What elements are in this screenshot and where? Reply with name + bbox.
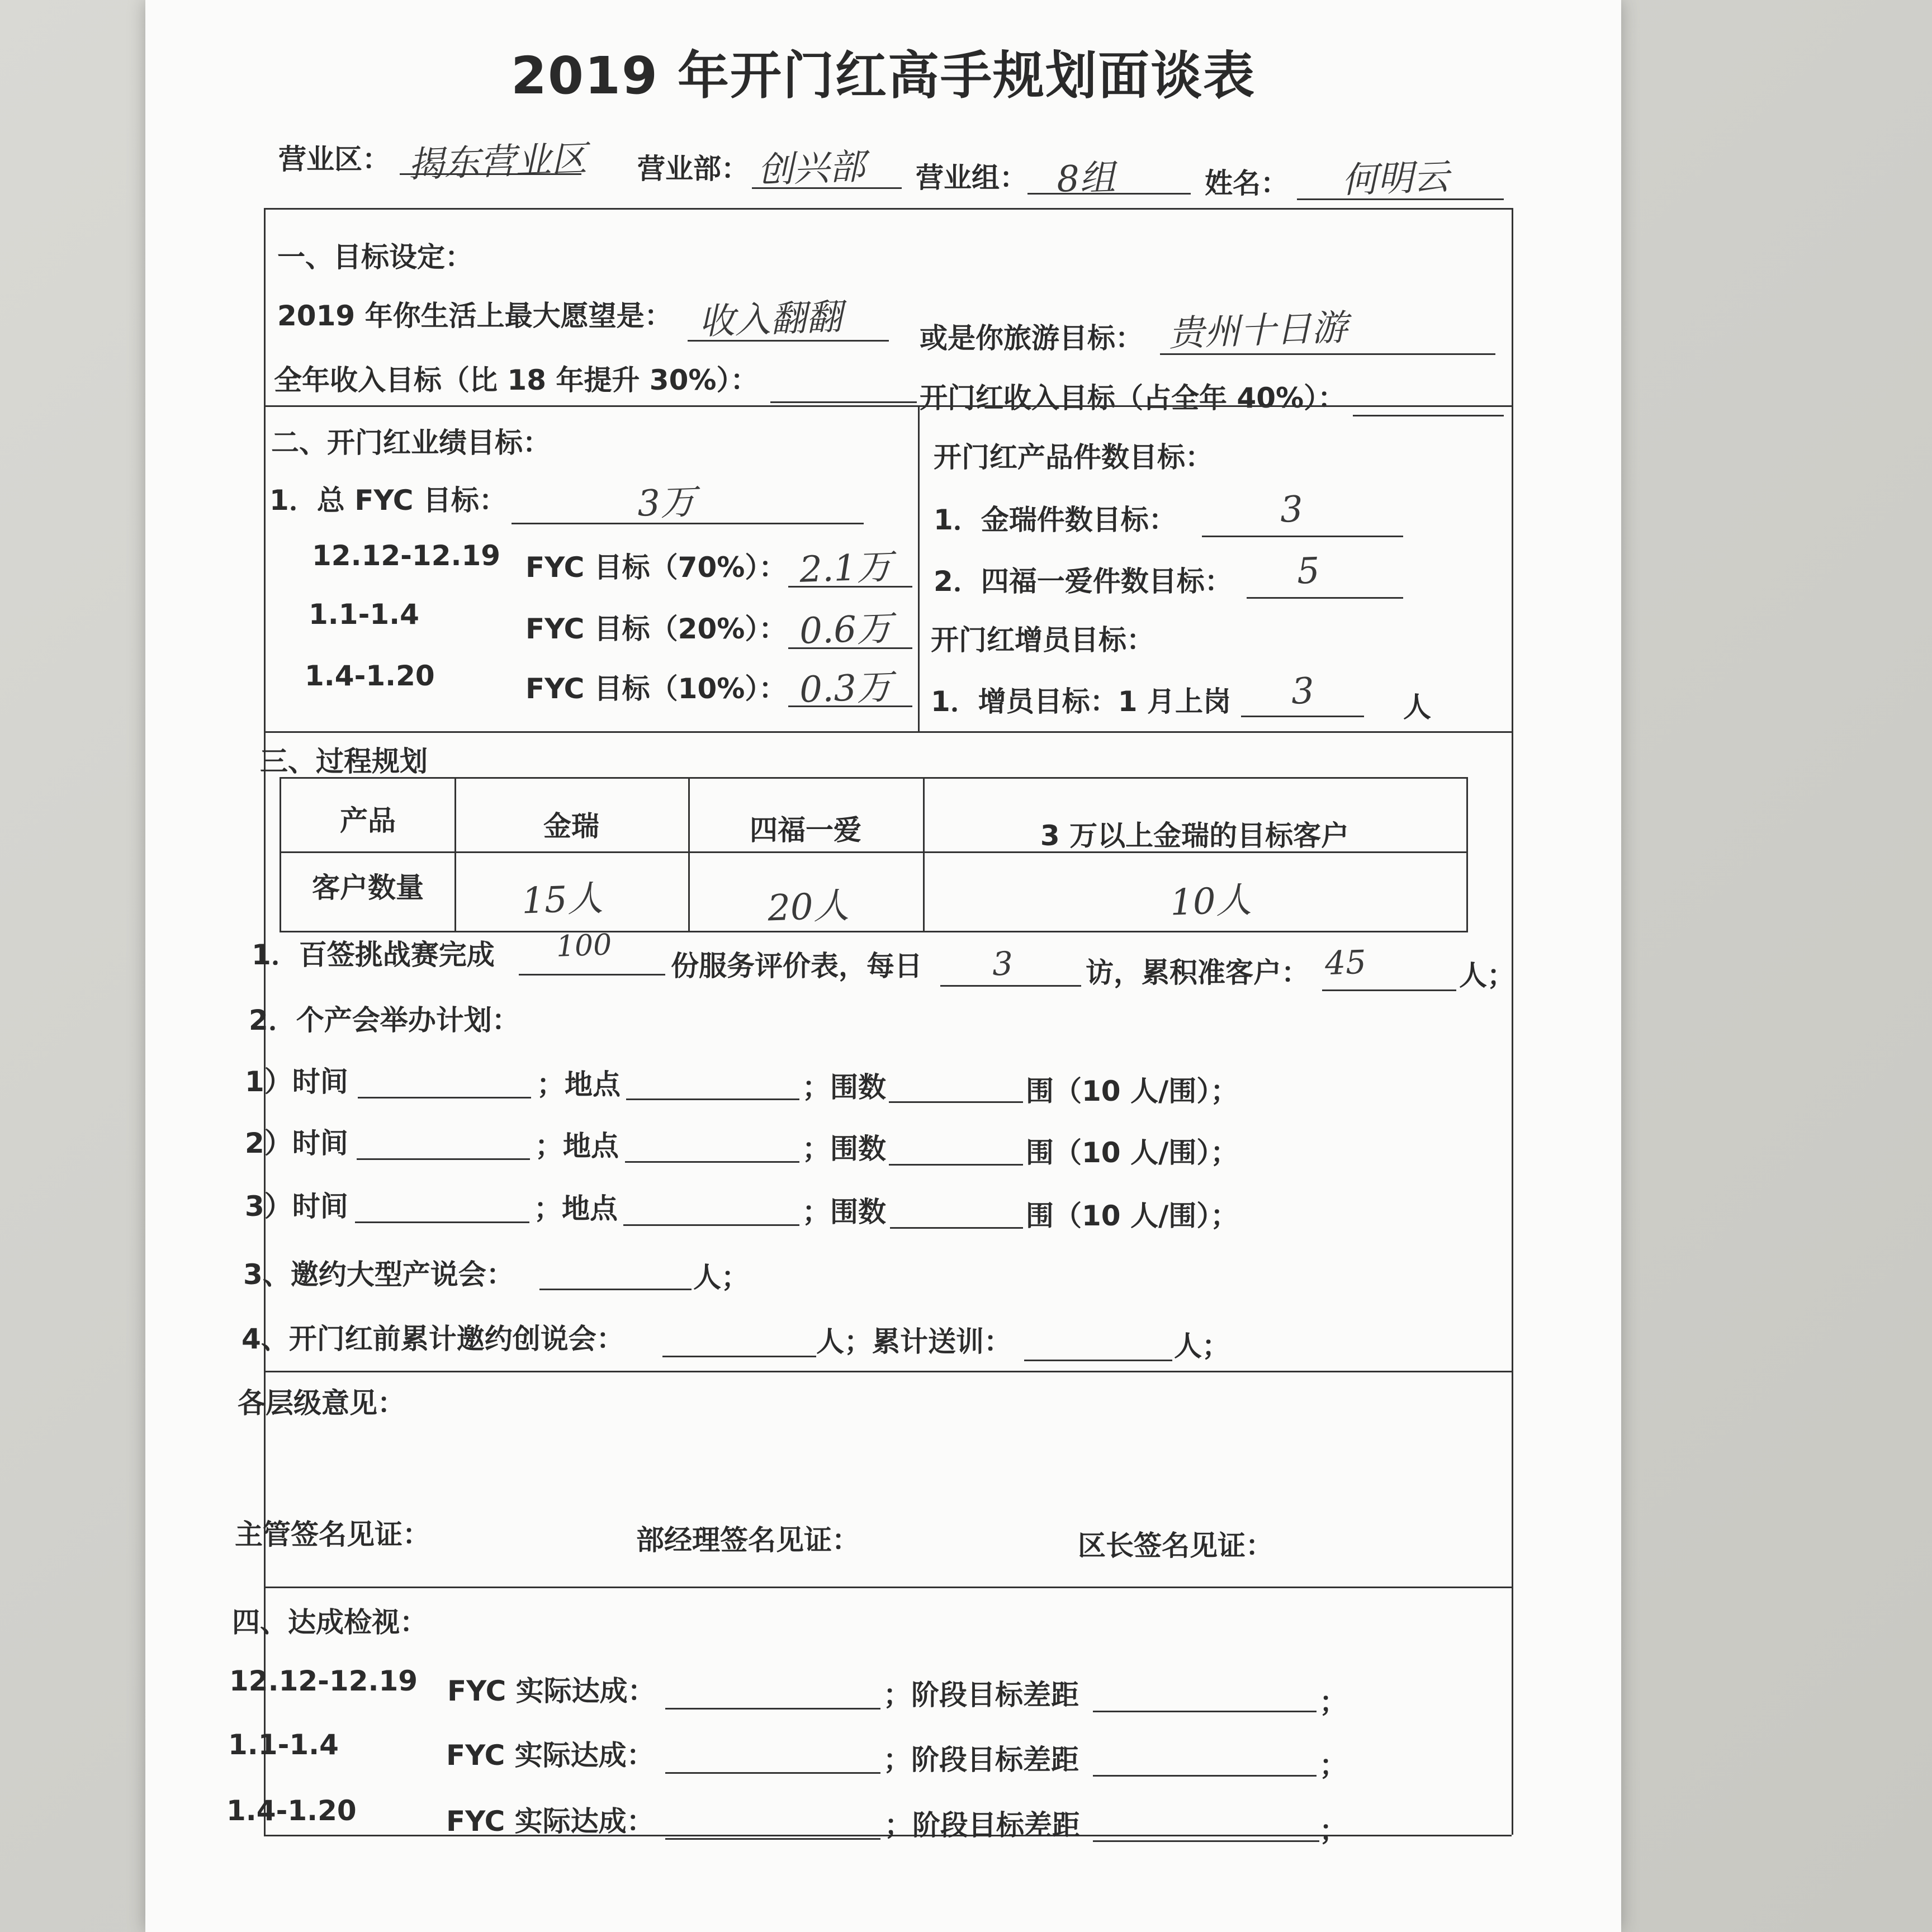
fyc-70-underline	[788, 586, 912, 588]
review-period: 12.12-12.19	[229, 1665, 418, 1697]
item2-label: 2．个产会举办计划：	[249, 1004, 520, 1036]
plan-unit-label: 围（10 人/围）；	[1026, 1137, 1239, 1169]
table-cell-jinrui[interactable]: 15人	[520, 878, 604, 922]
plan-unit-label: 围（10 人/围）；	[1026, 1075, 1239, 1107]
dept-value[interactable]: 创兴部	[756, 146, 866, 192]
table-col-divider	[688, 779, 690, 931]
recruit-value[interactable]: 3	[1290, 670, 1315, 713]
section4-heading: 四、达成检视：	[232, 1606, 428, 1639]
plan-time-field[interactable]	[357, 1158, 530, 1160]
section2-heading: 二、开门红业绩目标：	[271, 427, 551, 459]
item3-unit: 人；	[693, 1261, 749, 1294]
table-cell-sifu[interactable]: 20人	[766, 885, 850, 930]
opinions-heading: 各层级意见：	[238, 1387, 405, 1419]
review-actual-label: FYC 实际达成：	[447, 1675, 656, 1707]
section1-heading: 一、目标设定：	[277, 241, 473, 273]
item1-label-a: 1．百签挑战赛完成	[252, 939, 495, 971]
table-col-divider	[454, 779, 456, 931]
plan-tables-field[interactable]	[889, 1101, 1023, 1103]
income-label: 全年收入目标（比 18 年提升 30%）：	[274, 364, 759, 396]
dept-label: 营业部：	[637, 153, 749, 185]
review-actual-field[interactable]	[665, 1708, 880, 1710]
fyc-70-label: FYC 目标（70%）：	[525, 551, 787, 584]
item1-underline-3	[1322, 989, 1456, 991]
sifu-underline	[1247, 597, 1403, 599]
chief-sign-label: 区长签名见证：	[1078, 1530, 1273, 1562]
item4-label-b: 人；累计送训：	[816, 1325, 1012, 1358]
plan-place-label: ；地点	[537, 1068, 621, 1101]
item1-value-3[interactable]: 45	[1324, 943, 1367, 983]
review-gap-label: ；阶段目标差距	[884, 1809, 1080, 1841]
plan-time-field[interactable]	[355, 1221, 529, 1223]
table-cell-target-clients[interactable]: 10人	[1169, 879, 1252, 924]
item4-field-2[interactable]	[1024, 1360, 1172, 1361]
plan-place-field[interactable]	[625, 1161, 799, 1163]
review-gap-field[interactable]	[1093, 1775, 1317, 1777]
name-value[interactable]: 何明云	[1341, 156, 1450, 202]
divider-4	[264, 1587, 1512, 1588]
review-end: ；	[1319, 1686, 1347, 1718]
period-3: 1.4-1.20	[305, 660, 435, 692]
plan-place-field[interactable]	[626, 1098, 799, 1100]
wish-value[interactable]: 收入翻翻	[698, 296, 843, 343]
kmh-income-label: 开门红收入目标（占全年 40%）：	[920, 382, 1346, 414]
plan-tables-field[interactable]	[890, 1227, 1023, 1229]
plan-tables-label: ；围数	[802, 1071, 886, 1104]
plan-time-label: 3）时间	[245, 1190, 348, 1223]
review-actual-label: FYC 实际达成：	[446, 1805, 655, 1838]
sifu-value[interactable]: 5	[1296, 550, 1320, 593]
table-header-jinrui: 金瑞	[543, 810, 599, 842]
review-actual-field[interactable]	[665, 1772, 880, 1774]
products-heading: 开门红产品件数目标：	[934, 441, 1213, 473]
item1-underline-2	[940, 985, 1081, 987]
plan-unit-label: 围（10 人/围）；	[1026, 1200, 1239, 1232]
review-gap-label: ；阶段目标差距	[883, 1679, 1079, 1711]
review-end: ；	[1319, 1749, 1347, 1782]
plan-time-label: 1）时间	[245, 1066, 348, 1098]
plan-tables-field[interactable]	[889, 1164, 1023, 1166]
jinrui-underline	[1202, 536, 1403, 537]
jinrui-value[interactable]: 3	[1279, 489, 1304, 531]
review-actual-label: FYC 实际达成：	[446, 1739, 655, 1772]
review-period: 1.1-1.4	[228, 1729, 339, 1761]
item1-value-1[interactable]: 100	[555, 928, 613, 964]
sifu-label: 2．四福一爱件数目标：	[934, 565, 1233, 598]
period-2: 1.1-1.4	[309, 598, 419, 631]
table-col-divider	[923, 779, 925, 931]
wish-label: 2019 年你生活上最大愿望是：	[277, 300, 673, 332]
frame-right	[1512, 208, 1513, 1835]
area-value[interactable]: 揭东营业区	[408, 138, 588, 186]
total-fyc-value[interactable]: 3万	[636, 481, 697, 525]
recruit-unit: 人	[1403, 691, 1431, 723]
table-header-target-clients: 3 万以上金瑞的目标客户	[1040, 820, 1349, 852]
plan-place-field[interactable]	[623, 1224, 799, 1226]
name-underline	[1297, 198, 1504, 200]
item1-value-2[interactable]: 3	[991, 944, 1014, 983]
item4-unit: 人；	[1174, 1330, 1230, 1362]
fyc-10-value[interactable]: 0.3万	[798, 666, 893, 711]
fyc-20-label: FYC 目标（20%）：	[525, 613, 787, 645]
review-gap-field[interactable]	[1093, 1840, 1319, 1842]
item4-label: 4、开门红前累计邀约创说会：	[242, 1323, 624, 1355]
group-underline	[1027, 193, 1191, 195]
item3-field[interactable]	[539, 1289, 692, 1290]
process-table	[280, 777, 1468, 932]
recruit-underline	[1241, 716, 1364, 717]
item1-label-d: 人；	[1459, 959, 1515, 992]
period-1: 12.12-12.19	[312, 539, 501, 572]
fyc-20-underline	[788, 647, 912, 649]
divider-3	[264, 1371, 1512, 1372]
area-label: 营业区：	[278, 143, 390, 176]
fyc-70-value[interactable]: 2.1万	[798, 546, 893, 591]
item3-label: 3、邀约大型产说会：	[243, 1258, 514, 1291]
form-title: 2019 年开门红高手规划面谈表	[510, 46, 1256, 106]
travel-label: 或是你旅游目标：	[920, 322, 1143, 354]
travel-value[interactable]: 贵州十日游	[1168, 307, 1348, 355]
manager-sign-label: 部经理签名见证：	[636, 1524, 860, 1556]
form-paper	[145, 0, 1621, 1932]
review-actual-field[interactable]	[665, 1838, 880, 1840]
kmh-income-field[interactable]	[1353, 415, 1504, 416]
total-fyc-underline	[512, 523, 864, 524]
travel-underline	[1160, 353, 1495, 355]
plan-time-label: 2）时间	[245, 1127, 348, 1159]
plan-place-label: ；地点	[535, 1130, 619, 1162]
review-end: ；	[1319, 1815, 1347, 1847]
fyc-10-label: FYC 目标（10%）：	[525, 673, 787, 705]
plan-tables-label: ；围数	[802, 1196, 886, 1228]
fyc-20-value[interactable]: 0.6万	[798, 608, 893, 652]
fyc-10-underline	[788, 705, 912, 707]
plan-time-field[interactable]	[358, 1097, 531, 1098]
plan-place-label: ；地点	[534, 1192, 618, 1225]
name-label: 姓名：	[1205, 167, 1289, 200]
table-header-product: 产品	[340, 804, 396, 837]
frame-top	[264, 208, 1512, 210]
table-header-sifu: 四福一爱	[750, 814, 861, 846]
item1-underline-1	[519, 974, 665, 976]
area-underline	[400, 173, 581, 175]
wish-underline	[688, 340, 889, 342]
total-fyc-label: 1．总 FYC 目标：	[269, 484, 507, 517]
review-gap-label: ；阶段目标差距	[883, 1744, 1079, 1776]
item1-label-c: 访，累积准客户：	[1086, 956, 1309, 989]
divider-2	[264, 731, 1512, 733]
divider-1	[264, 405, 1512, 407]
dept-underline	[752, 187, 902, 189]
item4-field-1[interactable]	[662, 1356, 816, 1357]
income-field[interactable]	[770, 401, 917, 403]
supervisor-sign-label: 主管签名见证：	[235, 1518, 430, 1551]
recruit-label: 1．增员目标：1 月上岗	[931, 685, 1231, 718]
jinrui-label: 1．金瑞件数目标：	[934, 504, 1177, 536]
recruit-heading: 开门红增员目标：	[931, 624, 1154, 656]
section3-heading: 三、过程规划	[260, 745, 428, 778]
divider-s2-vertical	[918, 405, 920, 731]
table-row-label: 客户数量	[312, 872, 424, 904]
review-gap-field[interactable]	[1093, 1711, 1317, 1712]
review-period: 1.4-1.20	[226, 1794, 357, 1827]
item1-label-b: 份服务评价表，每日	[671, 950, 922, 982]
plan-tables-label: ；围数	[802, 1133, 886, 1165]
group-value[interactable]: 8组	[1055, 157, 1116, 201]
group-label: 营业组：	[916, 162, 1027, 194]
